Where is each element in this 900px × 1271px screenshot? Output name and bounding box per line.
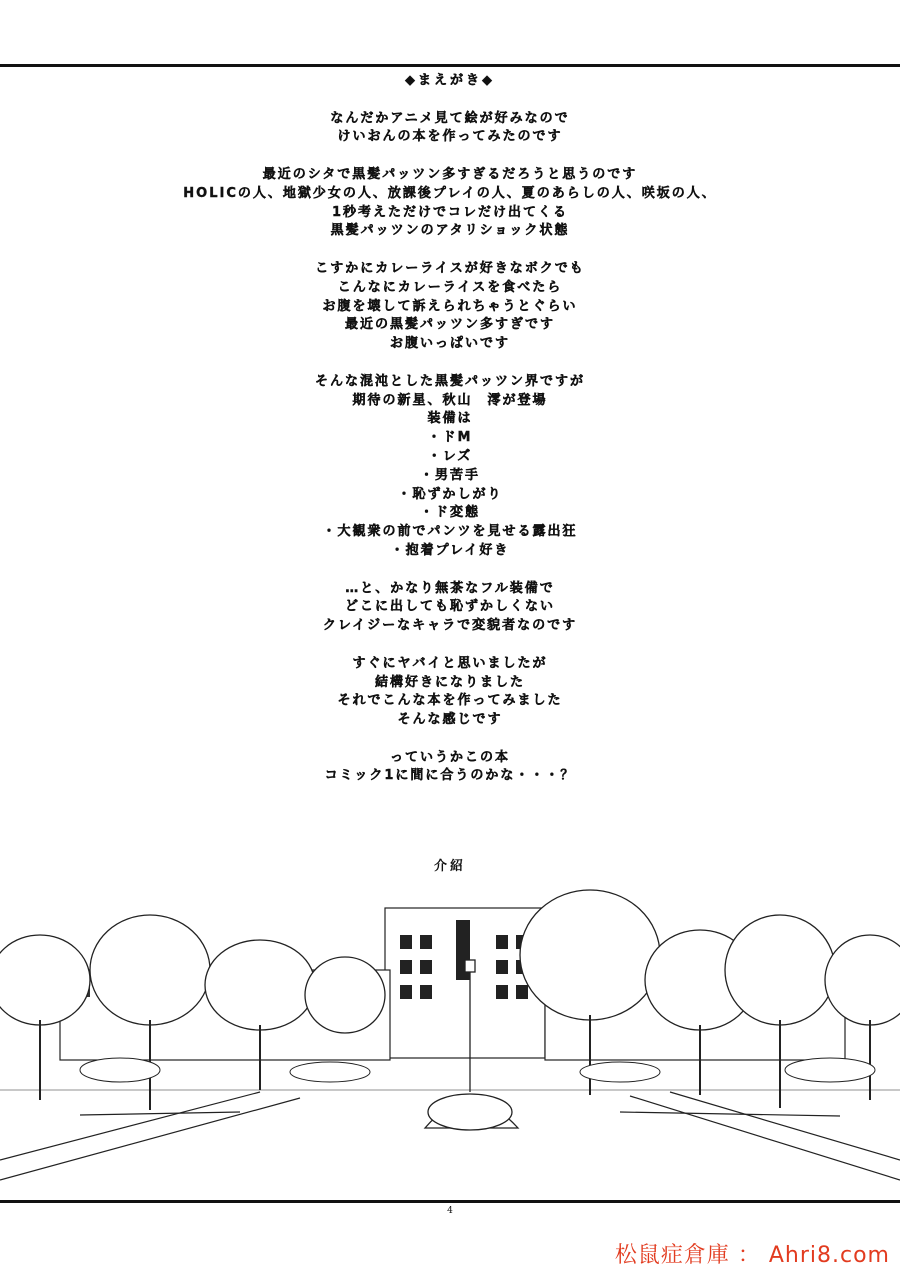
preface-line: そんな混沌とした黒髪パッツン界ですが — [314, 373, 585, 389]
preface-line: 1秒考えただけでコレだけ出てくる — [331, 204, 569, 220]
page-number: 4 — [447, 1206, 453, 1216]
preface-line: ・ド変態 — [419, 505, 480, 521]
preface-line: すぐにヤバイと思いましたが — [352, 655, 548, 671]
preface-line: 期待の新星、秋山 澪が登場 — [352, 392, 548, 408]
preface-line: 最近の黒髪パッツン多すぎです — [344, 317, 555, 333]
bottom-border-rule — [0, 1200, 900, 1203]
preface-line: ・恥ずかしがり — [397, 486, 503, 502]
preface-text — [0, 72, 900, 786]
preface-line: なんだかアニメ見て絵が好みなので — [330, 110, 570, 126]
preface-line: ・ドM — [427, 430, 473, 446]
preface-line: ・レズ — [427, 448, 473, 464]
preface-line: こすかにカレーライスが好きなボクでも — [315, 260, 585, 276]
preface-line: コミック1に間に合うのかな・・・？ — [324, 768, 576, 784]
preface-line: 装備は — [427, 411, 473, 427]
preface-line: どこに出しても恥ずかしくない — [344, 599, 555, 615]
preface-line: けいおんの本を作ってみたのです — [337, 129, 563, 145]
preface-line: 最近のシタで黒髪パッツン多すぎるだろうと思うのです — [262, 166, 638, 182]
preface-line: 黒髪パッツンのアタリショック状態 — [330, 223, 570, 239]
preface-line: HOLICの人、地獄少女の人、放課後プレイの人、夏のあらしの人、咲坂の人、 — [183, 185, 717, 201]
preface-line: こんなにカレーライスを食べたら — [337, 279, 563, 295]
section-label: 介紹 — [433, 859, 466, 874]
preface-line: お腹を壊して訴えられちゃうとぐらい — [322, 298, 578, 314]
preface-line: っていうかこの本 — [389, 749, 510, 765]
preface-line: お腹いっぱいです — [389, 336, 510, 352]
preface-line: クレイジーなキャラで変貌者なのです — [322, 618, 578, 634]
preface-line: それでこんな本を作ってみました — [337, 693, 563, 709]
preface-line: 結構好きになりました — [374, 674, 525, 690]
preface-line: ・男苦手 — [419, 467, 480, 483]
preface-heading: ◆まえがき◆ — [405, 73, 495, 88]
preface-line: ・抱着プレイ好き — [390, 542, 510, 558]
site-watermark: 松鼠症倉庫 ： Ahri8.com — [614, 1243, 890, 1268]
top-border-rule — [0, 64, 900, 67]
preface-line: そんな感じです — [397, 712, 503, 728]
preface-paragraphs — [0, 110, 900, 787]
preface-line: ・大観衆の前でパンツを見せる露出狂 — [322, 524, 578, 540]
preface-line: …と、かなり無茶なフル装備で — [345, 580, 555, 596]
school-courtyard-illustration — [0, 860, 900, 1200]
